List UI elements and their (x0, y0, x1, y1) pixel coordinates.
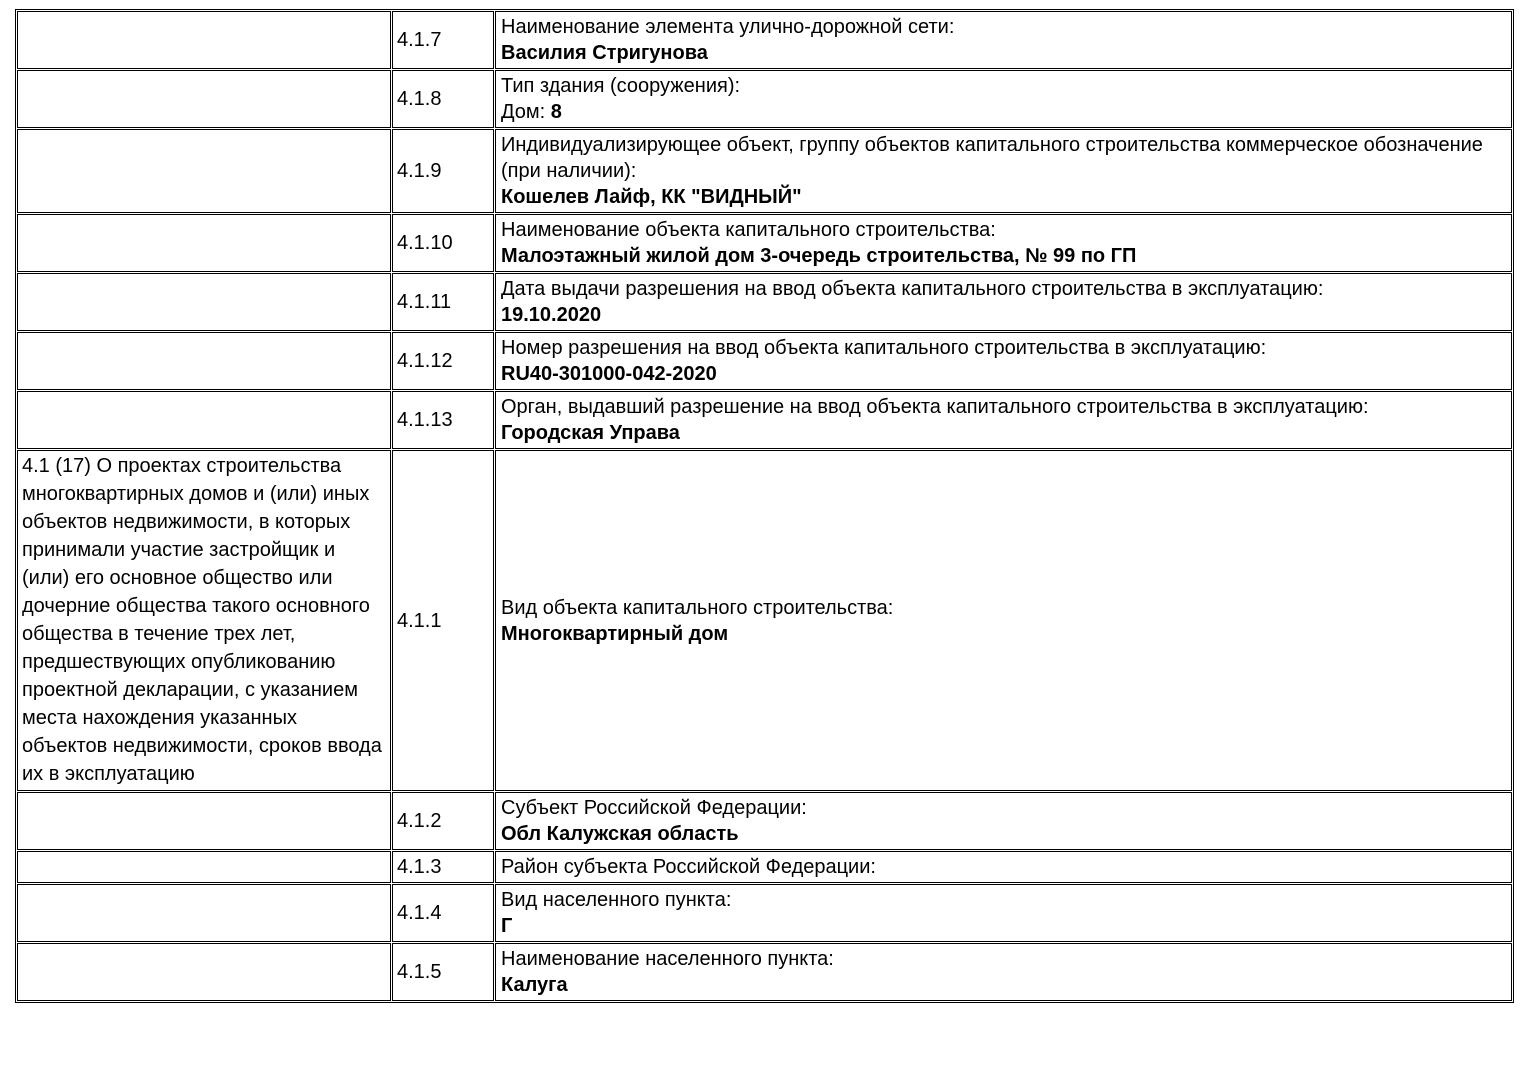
field-cell (495, 943, 1512, 1001)
field-cell (495, 851, 1512, 883)
table-row (17, 943, 1512, 1001)
field-value-text: Калуга (501, 974, 568, 996)
field-cell (495, 273, 1512, 331)
field-value (501, 99, 1507, 125)
empty-cell (17, 884, 391, 942)
row-number: 4.1.13 (392, 391, 494, 449)
field-label: Дата выдачи разрешения на ввод объекта капитального строительства в эксплуатацию: (501, 278, 1324, 300)
field-value (501, 821, 1507, 847)
field-value-text: 8 (550, 101, 562, 123)
field-cell (495, 70, 1512, 128)
table-row-section (17, 450, 1512, 791)
field-label: Наименование элемента улично-дорожной сети: (501, 16, 955, 38)
field-value-prefix: Дом: (501, 101, 551, 123)
empty-cell (17, 332, 391, 390)
row-number: 4.1.9 (392, 129, 494, 213)
row-number: 4.1.2 (392, 792, 494, 850)
field-value (501, 621, 1507, 647)
row-number: 4.1.8 (392, 70, 494, 128)
field-value (501, 184, 1507, 210)
table-row (17, 851, 1512, 883)
empty-cell (17, 851, 391, 883)
table-row (17, 391, 1512, 449)
table-row (17, 273, 1512, 331)
field-label: Наименование населенного пункта: (501, 948, 834, 970)
field-label: Номер разрешения на ввод объекта капитального строительства в эксплуатацию: (501, 337, 1267, 359)
row-number: 4.1.5 (392, 943, 494, 1001)
field-label: Индивидуализирующее объект, группу объектов капитального строительства коммерческое обозначение (при наличии): (501, 134, 1483, 182)
field-cell (495, 332, 1512, 390)
declaration-table (15, 9, 1514, 1003)
field-value-text: Василия Стригунова (501, 42, 708, 64)
empty-cell (17, 70, 391, 128)
field-value (501, 972, 1507, 998)
row-number: 4.1.7 (392, 11, 494, 69)
empty-cell (17, 943, 391, 1001)
table-row (17, 792, 1512, 850)
row-number: 4.1.12 (392, 332, 494, 390)
empty-cell (17, 11, 391, 69)
field-value-text: Многоквартирный дом (501, 622, 729, 645)
field-value (501, 243, 1507, 269)
field-value (501, 361, 1507, 387)
row-number: 4.1.11 (392, 273, 494, 331)
field-cell (495, 792, 1512, 850)
field-cell (495, 450, 1512, 791)
field-value-text: Обл Калужская область (501, 823, 739, 845)
empty-cell (17, 273, 391, 331)
field-value-text: Малоэтажный жилой дом 3-очередь строительства, № 99 по ГП (501, 245, 1137, 267)
field-cell (495, 391, 1512, 449)
field-label: Район субъекта Российской Федерации: (501, 856, 876, 878)
field-value-text: RU40-301000-042-2020 (501, 363, 717, 385)
row-number: 4.1.3 (392, 851, 494, 883)
row-number: 4.1.4 (392, 884, 494, 942)
field-label: Вид объекта капитального строительства: (501, 596, 894, 619)
field-cell (495, 214, 1512, 272)
table-row (17, 214, 1512, 272)
field-cell (495, 884, 1512, 942)
row-number: 4.1.1 (392, 450, 494, 791)
empty-cell (17, 391, 391, 449)
field-value-text: Городская Управа (501, 422, 680, 444)
field-cell (495, 129, 1512, 213)
field-value (501, 302, 1507, 328)
field-value (501, 420, 1507, 446)
table-row (17, 332, 1512, 390)
field-value-text: Кошелев Лайф, КК "ВИДНЫЙ" (501, 186, 802, 208)
empty-cell (17, 792, 391, 850)
row-number: 4.1.10 (392, 214, 494, 272)
field-label: Тип здания (сооружения): (501, 75, 741, 97)
field-value-text: Г (501, 915, 513, 937)
field-label: Наименование объекта капитального строительства: (501, 219, 996, 241)
section-description: 4.1 (17) О проектах строительства многоквартирных домов и (или) иных объектов недвижимости, в которых принимали участие застройщик и (или) его основное общество или дочерние общества такого основного общества в течение трех лет, предшествующих опубликованию проектной декларации, с указанием места нахождения указанных объектов недвижимости, сроков ввода их в эксплуатацию (17, 450, 391, 791)
table-row (17, 884, 1512, 942)
field-value (501, 913, 1507, 939)
field-label: Орган, выдавший разрешение на ввод объекта капитального строительства в эксплуатацию: (501, 396, 1369, 418)
field-cell (495, 11, 1512, 69)
field-value (501, 40, 1507, 66)
empty-cell (17, 214, 391, 272)
table-row (17, 11, 1512, 69)
table-row (17, 129, 1512, 213)
field-value-text: 19.10.2020 (501, 304, 602, 326)
empty-cell (17, 129, 391, 213)
field-label: Субъект Российской Федерации: (501, 797, 807, 819)
field-label: Вид населенного пункта: (501, 889, 732, 911)
table-row (17, 70, 1512, 128)
